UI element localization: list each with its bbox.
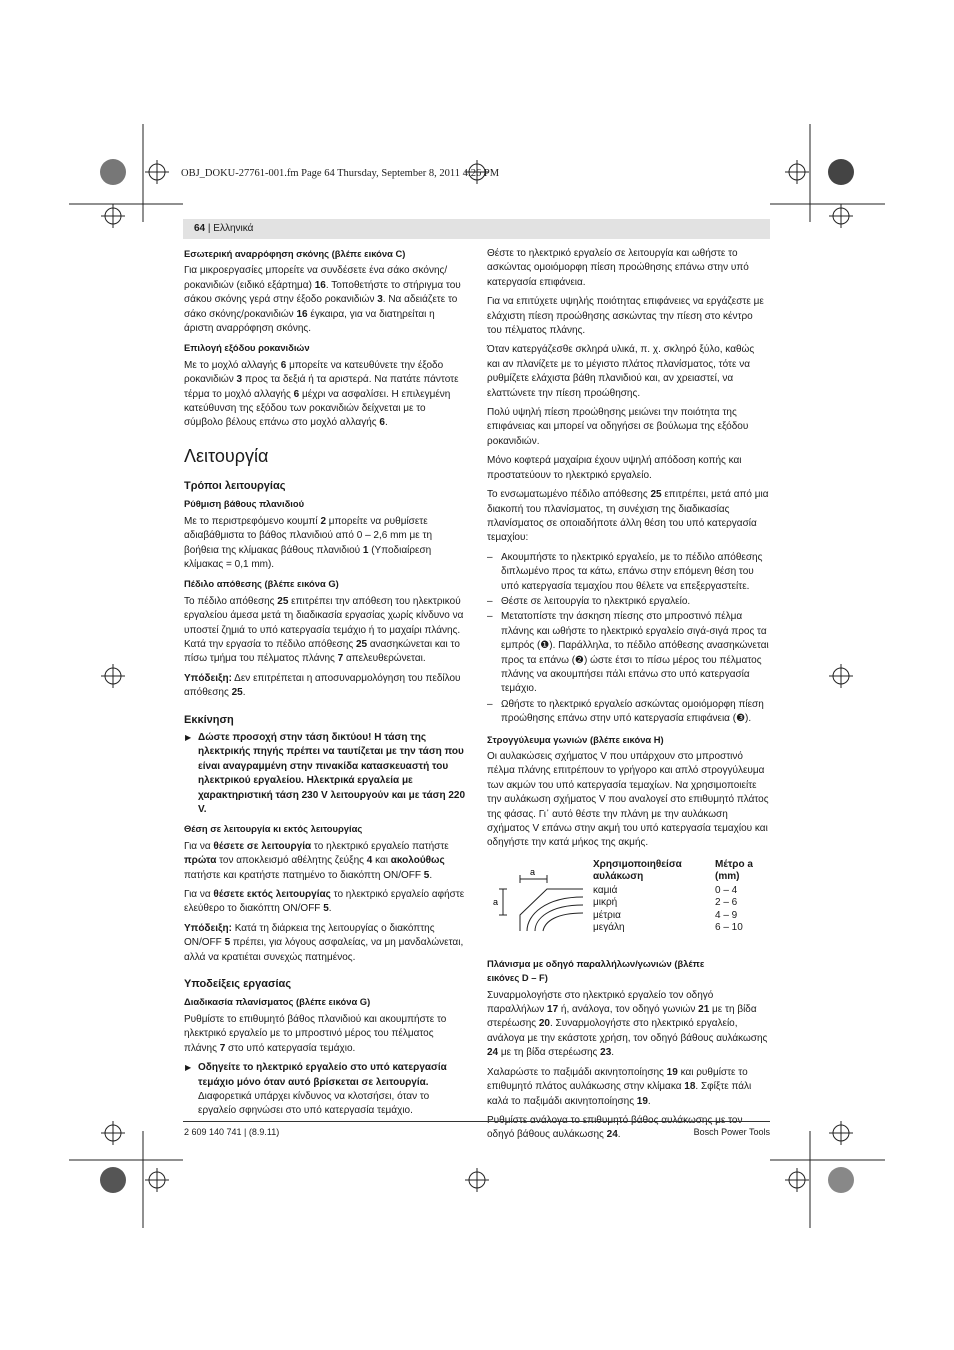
paragraph: Θέστε το ηλεκτρικό εργαλείο σε λειτουργία και ωθήστε το ασκώντας ομοιόμορφη πίεση προώθησης επάνω στην υπό κατεργασία επιφάνεια. — [487, 248, 749, 288]
paragraph: οδηγό βάθους αυλάκωσης 24. — [487, 1129, 621, 1141]
section-title: Ρύθμιση βάθους πλανιδιού — [184, 498, 305, 510]
section-title: Πλάνισμα με οδηγό παραλλήλων/γωνιών (βλέπε εικόνες D – F) — [487, 957, 705, 984]
note: Υπόδειξη: Δεν επιτρέπεται η αποσυναρμολόγηση του πεδίλου απόθεσης 25. — [184, 672, 461, 699]
left-column — [184, 247, 466, 1124]
subheading: Τρόποι λειτουργίας — [184, 479, 286, 492]
table-header: Χρησιμοποιηθείσα αυλάκωση — [593, 858, 682, 882]
paragraph: Πολύ υψηλή πίεση προώθησης μειώνει την ποιότητα της επιφάνειας και μπορεί να οδηγήσει σε βούλωμα της εξόδου ροκανιδιών. — [487, 407, 749, 447]
section-title: Πέδιλο απόθεσης (βλέπε εικόνα G) — [184, 578, 339, 590]
file-info: OBJ_DOKU-27761-001.fm Page 64 Thursday, September 8, 2011 4:26 PM — [181, 168, 500, 179]
subheading: Εκκίνηση — [184, 713, 234, 726]
section-title: Επιλογή εξόδου ροκανιδιών — [184, 342, 310, 354]
paragraph: Συναρμολογήστε στο ηλεκτρικό εργαλείο τον οδηγό παραλλήλων 17 ή, ανάλογα, τον οδηγό γωνιών 21 με τη βίδα στερέωσης 20. Συναρμολογήστε στο ηλεκτρικό εργαλείο, ανάλογα με την εκάστοτε χρήση, τον οδηγό βάθους αυλάκωσης 24 με τη βίδα στερέωσης 23. — [487, 989, 768, 1059]
list-item: – Μετατοπίστε την άσκηση πίεσης στο μπροστινό πέλμα πλάνης και ωθήστε το ηλεκτρικό εργαλείο σιγά-σιγά προς τα εμπρός (❶). Παράλληλα, το πέδιλο απόθεσης ανασηκώνεται προς τα επάνω (❷) ώστε έτσι το πίσω μέρος του πέλματος πλάνης να ακουμπήσει πάλι επάνω στο υπό κατεργασία τεμάχιο. — [487, 611, 769, 695]
page-header — [183, 219, 770, 239]
paragraph: Για να επιτύχετε υψηλής ποιότητας επιφάνειες να εργάζεστε με ελάχιστη πίεση προώθησης ασκώντας την πίεση στο κέντρο του πέλματος πλάνης. — [487, 296, 764, 337]
chapter-heading: Λειτουργία — [184, 445, 269, 466]
paragraph: Το ενσωματωμένο πέδιλο απόθεσης 25 επιτρέπει, μετά από μια διακοπή του πλανίσματος, τη συνέχιση της διαδικασίας πλανίσματος σε οποιαδήποτε άλλη θέση του υπό κατεργασία τεμαχίου: — [487, 489, 769, 544]
list-item: – Θέστε σε λειτουργία το ηλεκτρικό εργαλείο. — [487, 595, 691, 607]
paragraph: Μόνο κοφτερά μαχαίρια έχουν υψηλή απόδοση κοπής και προστατεύουν το ηλεκτρικό εργαλείο. — [487, 455, 742, 481]
warning-triangle-icon: ▶ — [185, 1063, 192, 1073]
section-title: Στρογγύλευμα γωνιών (βλέπε εικόνα H) — [487, 733, 664, 745]
list-item: – Ωθήστε το ηλεκτρικό εργαλείο ασκώντας ομοιόμορφη πίεση προώθησης επάνω στην υπό κατεργασία επιφάνεια (❸). — [487, 698, 764, 725]
warning-triangle-icon: ▶ — [185, 732, 192, 742]
header-language: | Ελληνικά — [207, 223, 254, 234]
footer-rule — [183, 1121, 770, 1122]
section-title: Διαδικασία πλανίσματος (βλέπε εικόνα G) — [184, 996, 371, 1008]
dimension-label: a — [493, 896, 499, 907]
page-number: 64 — [194, 223, 206, 234]
paragraph: Χαλαρώστε το παξιμάδι ακινητοποίησης 19 και ρυθμίστε το επιθυμητό πλάτος αυλάκωσης στην κλίμακα 18. Σφίξτε πάλι καλά το παξιμάδι ακινητοποίησης 19. — [487, 1066, 752, 1107]
paragraph: Για να θέσετε εκτός λειτουργίας το ηλεκτρικό εργαλείο αφήστε ελεύθερο το διακόπτη ON/OFF 5. — [184, 889, 465, 915]
chamfer-diagram — [487, 865, 587, 945]
paragraph: Με το περιστρεφόμενο κουμπί 2 μπορείτε να ρυθμίσετε αδιαβάθμιστα το βάθος πλανιδιού από 0 – 2,6 mm με τη βοήθεια της κλίμακας βάθους πλανιδιού 1 (Υποδιαίρεση κλίμακας = 0,1 mm). — [184, 515, 433, 570]
subheading: Υποδείξεις εργασίας — [184, 978, 292, 991]
section-title: Εσωτερική αναρρόφηση σκόνης (βλέπε εικόνα C) — [184, 248, 406, 259]
paragraph: Ρυθμίστε το επιθυμητό βάθος πλανιδιού και ακουμπήστε το ηλεκτρικό εργαλείο με το μπροστινό μέρος του πέλματος πλάνης 7 στο υπό κατεργασία τεμάχιο. — [184, 1013, 447, 1054]
section-title: Θέση σε λειτουργία κι εκτός λειτουργίας — [184, 823, 363, 835]
paragraph: Με το μοχλό αλλαγής 6 μπορείτε να κατευθύνετε την έξοδο ροκανιδιών 3 προς τα δεξιά ή τα αριστερά. Να πατάτε πάντοτε τέρμα το μοχλό αλλαγής 6 μέχρι να ασφαλίσει. Η επιλεγμένη κατεύθυνση της εξόδου των ροκανιδιών δείχνεται με το σύμβολο βέλους επάνω στο μοχλό αλλαγής 6. — [184, 359, 459, 429]
warning: ▶ Δώστε προσοχή στην τάση δικτύου! Η τάση της ηλεκτρικής πηγής πρέπει να ταυτίζεται με την τάση που είναι αναγραμμένη στην πινακίδα κατασκευαστή του ηλεκτρικού εργαλείου. Ηλεκτρικά εργαλεία με χαρακτηριστική τάση 230 V λειτουργούν και με τάση 220 V. — [185, 731, 466, 815]
note: Υπόδειξη: Κατά τη διάρκεια της λειτουργίας ο διακόπτης ON/OFF 5 πρέπει, για λόγους ασφαλείας, να μη μανδαλώνεται, αλλά να κρατιέται συνεχώς πατημένος. — [184, 922, 464, 963]
warning: ▶ Οδηγείτε το ηλεκτρικό εργαλείο στο υπό κατεργασία τεμάχιο μόνο όταν αυτό βρίσκεται σε λειτουργία. Διαφορετικά υπάρχει κίνδυνος να κλοτσήσει, όταν το εργαλείο σφηνώσει στο υπό κατεργασία τεμάχιο. — [185, 1062, 447, 1117]
paragraph: Για μικροεργασίες μπορείτε να συνδέσετε ένα σάκο σκόνης/ροκανιδιών (ειδικό εξάρτημα) 16. Τοποθετήστε το στήριγμα του σάκου σκόνης γερά στην έξοδο ροκανιδιών 3. Να αδειάζετε το σάκο σκόνης/ροκανιδιών 16 έγκαιρα, για να διατηρείται η άριστη αναρρόφηση σκόνης. — [184, 265, 461, 335]
list-item: – Ακουμπήστε το ηλεκτρικό εργαλείο, με το πέδιλο απόθεσης διπλωμένο προς τα κάτω, επάνω στην επόμενη θέση του υπό κατεργασία τεμαχίου που θέλετε να επεξεργαστείτε. — [487, 551, 763, 592]
paragraph: Για να θέσετε σε λειτουργία το ηλεκτρικό εργαλείο πατήστε πρώτα τον αποκλεισμό αθέλητης ζεύξης 4 και ακολούθως πατήστε και κρατήστε πατημένο το διακόπτη ON/OFF 5. — [184, 840, 449, 881]
table-header: Μέτρο a (mm) — [715, 858, 753, 882]
paragraph: Οι αυλακώσεις σχήματος V που υπάρχουν στο μπροστινό πέλμα πλάνης επιτρέπουν το γρήγορο και απλό στρογγύλευμα των ακμών του υπό κατεργασία τεμαχίων. Να χρησιμοποιείτε την αυλάκωση σχήματος V που αναλογεί στο επιθυμητό πλάτος της φάσας. Γι᾽ αυτό θέστε την πλάνη με την αυλάκωση σχήματος V επάνω στην ακμή του υπό κατεργασία τεμαχίου και οδηγήστε την κατά μήκος της ακμής. — [487, 751, 769, 849]
paragraph: Όταν κατεργάζεσθε σκληρά υλικά, π. χ. σκληρό ξύλο, καθώς και αν πλανίζετε με το μέγιστο πλάτος πλανίσματος, τότε να ρυθμίζετε ελάχιστα βάθη πλανιδιού και, αν χρειαστεί, να ελαττώνετε την πίεση προώθησης. — [487, 344, 755, 399]
dimension-label: a — [530, 866, 536, 877]
footer-brand: Bosch Power Tools — [693, 1127, 770, 1137]
footer-doc-number: 2 609 140 741 | (8.9.11) — [184, 1127, 280, 1137]
chamfer-table: a a Χρησιμοποιηθείσα αυλάκωση Μέτρο a (mm) καμιά 0 – 4 μικρή 2 – 6 μέτρια 4 – 9 μεγάλη 6 – 10 — [487, 859, 769, 951]
paragraph: Το πέδιλο απόθεσης 25 επιτρέπει την απόθεση του ηλεκτρικού εργαλείου άμεσα μετά τη διαδικασία εργασίας χωρίς κίνδυνο να υποστεί ζημιά το υπό κατεργασία τεμάχιο ή το μαχαίρι πλάνης. Κατά την εργασία το πέδιλο απόθεσης 25 ανασηκώνεται και το πίσω τμήμα του πέλματος πλάνης 7 απελευθερώνεται. — [184, 595, 464, 665]
right-column — [487, 247, 769, 1148]
